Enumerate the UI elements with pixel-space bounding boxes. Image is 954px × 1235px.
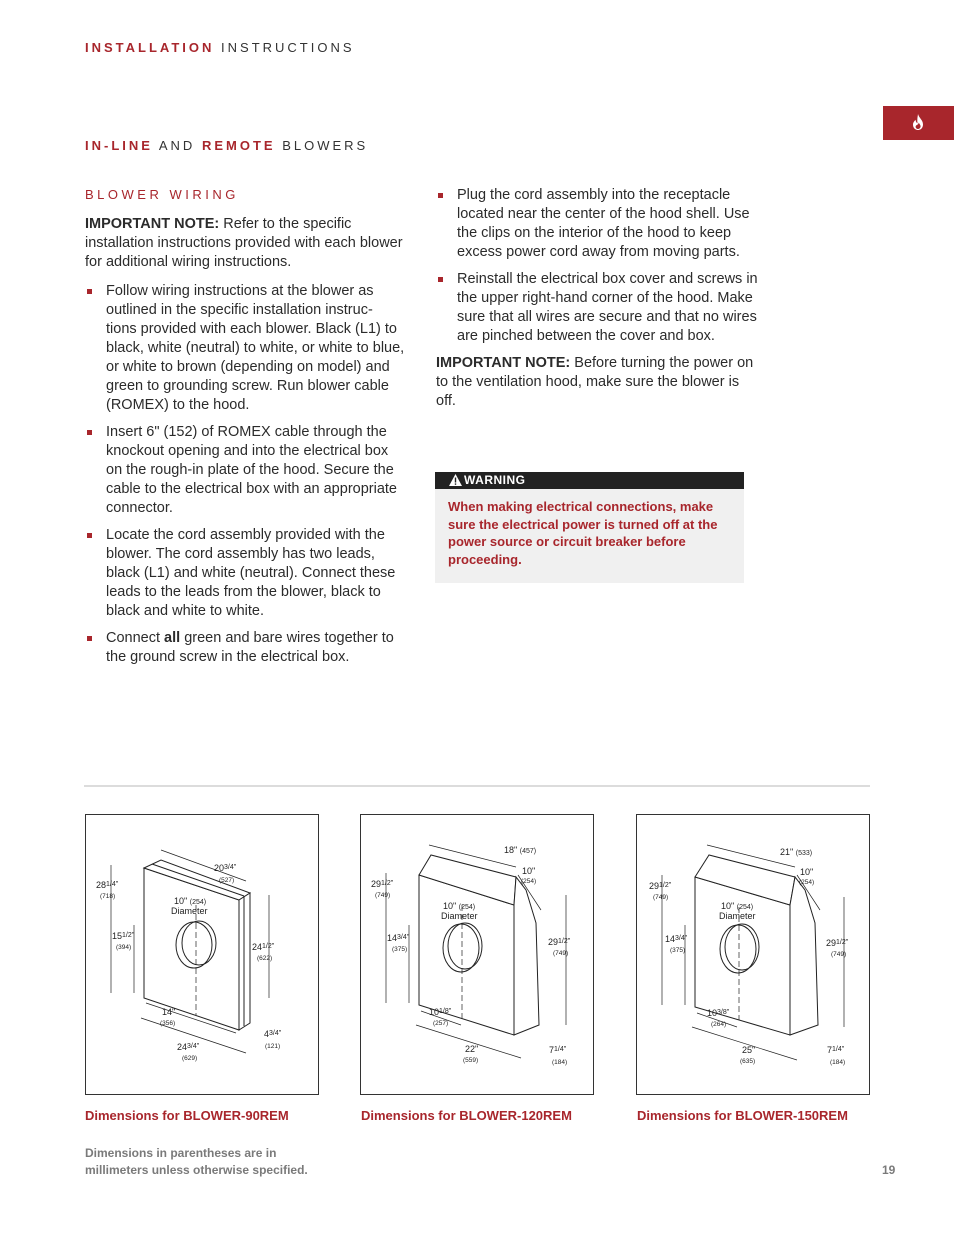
dim-square-mm: (254)	[521, 878, 537, 885]
diagram-blower-120rem	[360, 814, 594, 1095]
warning-triangle-icon	[449, 474, 462, 486]
diameter-label: Diameter	[171, 906, 208, 916]
dim-right-mm: (749)	[553, 950, 569, 957]
dim-height: $28^1/4$"	[96, 880, 119, 890]
dim-depth: $7^1/4$"	[549, 1045, 567, 1055]
dim-depth-mm: (121)	[265, 1043, 281, 1050]
caption-blower-150rem: Dimensions for BLOWER-150REM	[637, 1108, 848, 1123]
dim-depth: $4^3/4$"	[264, 1029, 282, 1039]
section-heading	[85, 138, 368, 153]
dim-center-mm: (394)	[116, 944, 132, 951]
wiring-steps-list-continued	[436, 186, 758, 346]
right-column	[436, 178, 758, 411]
running-header	[85, 40, 355, 55]
warning-label: WARNING	[464, 473, 526, 487]
note-label: IMPORTANT NOTE:	[85, 216, 220, 232]
list-item: Follow wiring instructions at the blower as outlined in the specific installation instruc- tions provided with each blower. Black (L1) to black, white (neutral) to white, or white to blue, or white to brown (depending on model) and green to grounding screw. Run blower cable (ROMEX) to the hood.	[85, 282, 405, 415]
header-rest: INSTRUCTIONS	[221, 40, 355, 55]
dim-bottom-2-mm: (635)	[740, 1058, 756, 1065]
dim-height: $29^1/2$"	[371, 879, 394, 889]
bullet4-post: green and bare wires together to the ground screw in the electrical box.	[106, 630, 394, 665]
dim-top-mm: (527)	[219, 877, 235, 884]
dim-center: $15^1/2$"	[112, 931, 135, 941]
horizontal-divider	[84, 785, 870, 787]
dim-center: $14^3/4$"	[665, 934, 688, 944]
subheading-blower-wiring: BLOWER WIRING	[85, 187, 239, 202]
dim-center: $14^3/4$"	[387, 933, 410, 943]
diagram-blower-150rem	[636, 814, 870, 1095]
dim-square: 10"	[800, 867, 814, 877]
dim-depth: $7^1/4$"	[827, 1045, 845, 1055]
caption-blower-90rem: Dimensions for BLOWER-90REM	[85, 1108, 289, 1123]
dim-height-mm: (749)	[375, 892, 391, 899]
list-item: Plug the cord assembly into the receptacle located near the center of the hood shell. Use the clips on the interior of the hood to keep excess power cord away from moving parts.	[436, 186, 758, 262]
dim-center-mm: (375)	[670, 947, 686, 954]
list-item: Locate the cord assembly provided with the blower. The cord assembly has two leads, black (L1) and white (neutral). Connect these leads to the leads from the blower, black to black and white to white.	[85, 526, 405, 621]
wiring-steps-list	[85, 282, 405, 667]
section-word-inline: IN-LINE	[85, 138, 153, 153]
dim-diameter: 10" (254)	[721, 901, 754, 911]
dim-right-mm: (622)	[257, 955, 273, 962]
section-word-remote: REMOTE	[201, 138, 276, 153]
important-note-power	[436, 354, 758, 411]
dim-bottom-2-mm: (629)	[182, 1055, 198, 1062]
dim-depth-mm: (184)	[552, 1059, 568, 1066]
section-word-and: AND	[158, 138, 196, 153]
dim-top: $20^3/4$"	[214, 863, 237, 873]
diagram-blower-90rem	[85, 814, 319, 1095]
section-tab	[883, 106, 954, 140]
dim-center-mm: (375)	[392, 946, 408, 953]
dim-bottom-1: $10^3/8$"	[707, 1008, 730, 1018]
note-text: Refer to the specific installation instructions provided with each blower for additional wiring instructions.	[85, 216, 403, 270]
dim-square-mm: (254)	[799, 879, 815, 886]
warning-box	[435, 472, 744, 583]
dim-right: $29^1/2$"	[548, 937, 571, 947]
caption-blower-120rem: Dimensions for BLOWER-120REM	[361, 1108, 572, 1123]
list-item: Insert 6" (152) of ROMEX cable through the knockout opening and into the electrical box on the rough-in plate of the hood. Secure the cable to the electrical box with an appropriate connector.	[85, 423, 405, 518]
page-number: 19	[882, 1163, 896, 1177]
dim-right: $24^1/2$"	[252, 942, 275, 952]
dim-bottom-2: 22"	[465, 1044, 479, 1054]
diameter-label: Diameter	[719, 911, 756, 921]
dim-height-mm: (718)	[100, 893, 116, 900]
dim-depth-mm: (184)	[830, 1059, 846, 1066]
dim-bottom-1: $10^1/8$"	[429, 1007, 452, 1017]
dim-bottom-2: 25"	[742, 1045, 756, 1055]
dim-bottom-1: 14"	[162, 1007, 176, 1017]
list-item	[85, 629, 405, 667]
important-note	[85, 215, 405, 272]
left-column	[85, 215, 405, 667]
bullet4-pre: Connect	[106, 630, 161, 646]
dim-top: 21" (533)	[780, 847, 813, 857]
note-text: Before turning the power on to the ventilation hood, make sure the blower is off.	[436, 355, 754, 409]
dim-bottom-1-mm: (257)	[433, 1020, 449, 1027]
footnote-line-2: millimeters unless otherwise specified.	[85, 1163, 308, 1177]
dim-diameter: 10" (254)	[174, 896, 207, 906]
section-word-blowers: BLOWERS	[282, 138, 369, 153]
dim-right-mm: (749)	[831, 951, 847, 958]
dim-height-mm: (749)	[653, 894, 669, 901]
bullet4-bold: all	[164, 630, 181, 646]
dim-right: $29^1/2$"	[826, 938, 849, 948]
warning-header	[435, 472, 744, 489]
dim-bottom-2: $24^3/4$"	[177, 1042, 200, 1052]
list-item: Reinstall the electrical box cover and screws in the upper right-hand corner of the hood. Make sure that all wires are secure and that no wires are pinched between the cover and box.	[436, 270, 758, 346]
dim-diameter: 10" (254)	[443, 901, 476, 911]
dim-top: 18" (457)	[504, 845, 537, 855]
dim-height: $29^1/2$"	[649, 881, 672, 891]
flame-icon	[912, 114, 924, 130]
note-label: IMPORTANT NOTE:	[436, 355, 571, 371]
dim-bottom-2-mm: (559)	[463, 1057, 479, 1064]
dim-bottom-1-mm: (264)	[711, 1021, 727, 1028]
dim-square: 10"	[522, 866, 536, 876]
dim-bottom-1-mm: (356)	[160, 1020, 176, 1027]
footnote-line-1: Dimensions in parentheses are in	[85, 1146, 277, 1160]
diameter-label: Diameter	[441, 911, 478, 921]
footnote	[85, 1145, 308, 1179]
header-bold: INSTALLATION	[85, 40, 215, 55]
warning-text: When making electrical connections, make sure the electrical power is turned off at the power source or circuit breaker before proceeding.	[448, 499, 718, 567]
